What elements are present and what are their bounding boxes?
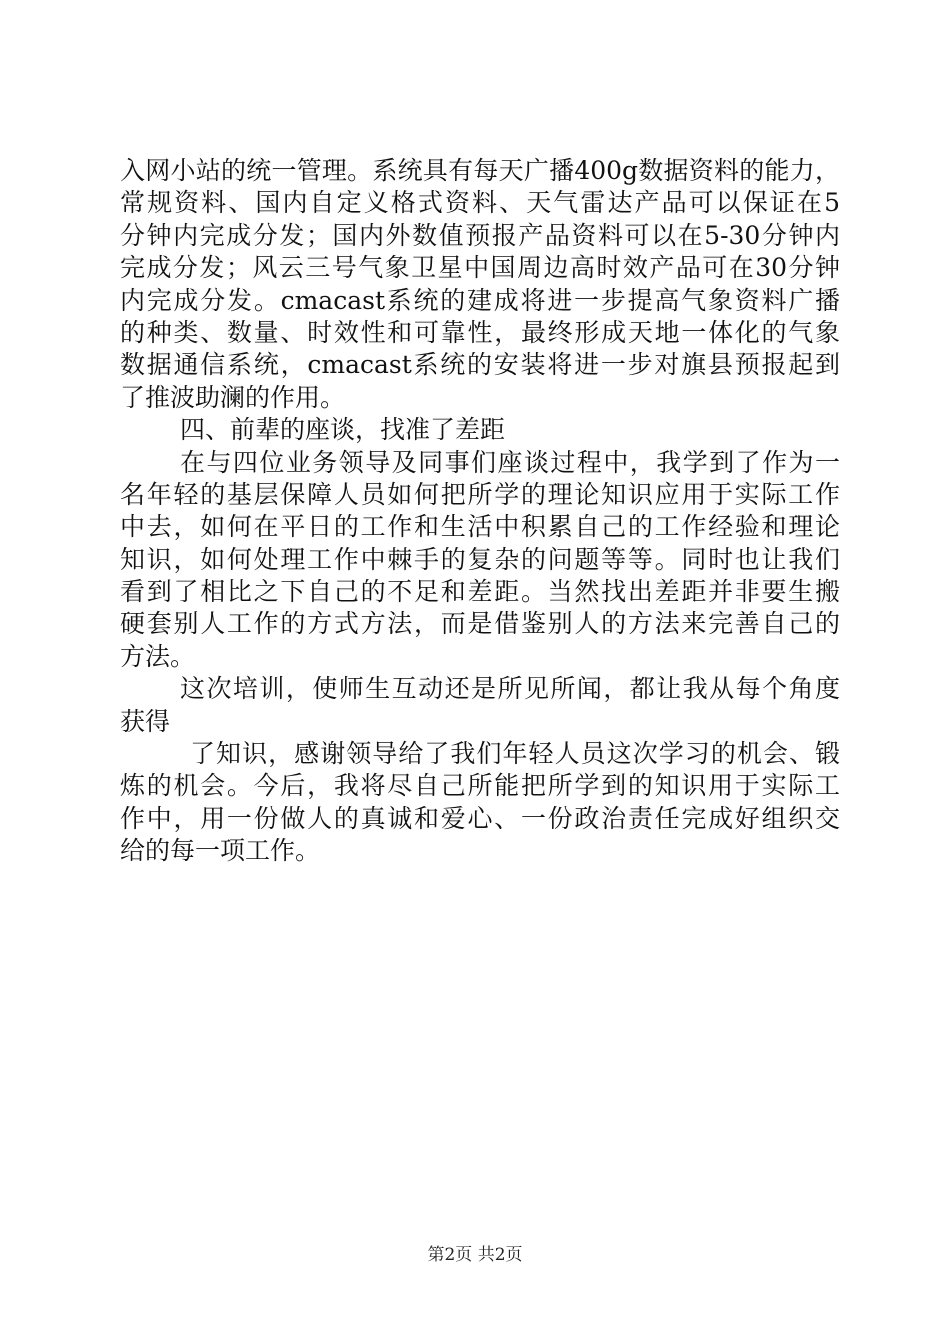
document-body bbox=[120, 155, 840, 868]
paragraph-1 bbox=[120, 155, 840, 414]
text-line: 看到了相比之下自己的不足和差距。当然找出差距并非要生搬 bbox=[120, 577, 840, 607]
text-line: 在与四位业务领导及同事们座谈过程中，我学到了作为一 bbox=[180, 447, 840, 477]
text-line: 入网小站的统一管理。系统具有每天广播400g数据资料的能力， bbox=[120, 156, 840, 185]
paragraph-2 bbox=[120, 447, 840, 674]
page-total: 共2页 bbox=[477, 1245, 523, 1265]
text-line: 知识，如何处理工作中棘手的复杂的问题等等。同时也让我们 bbox=[120, 544, 840, 574]
text-line: 数据通信系统，cmacast系统的安装将进一步对旗县预报起到 bbox=[120, 350, 840, 380]
paragraph-3 bbox=[120, 673, 840, 738]
page-footer bbox=[0, 1244, 950, 1266]
text-line: 方法。 bbox=[120, 641, 196, 671]
text-line: 常规资料、国内自定义格式资料、天气雷达产品可以保证在5 bbox=[120, 188, 840, 218]
text-line: 了推波助澜的作用。 bbox=[120, 382, 346, 412]
text-line: 给的每一项工作。 bbox=[120, 836, 321, 866]
paragraph-4 bbox=[120, 738, 840, 868]
text-line: 炼的机会。今后，我将尽自己所能把所学到的知识用于实际工 bbox=[120, 771, 840, 801]
text-line: 中去，如何在平日的工作和生活中积累自己的工作经验和理论 bbox=[120, 512, 840, 542]
text-line: 了知识，感谢领导给了我们年轻人员这次学习的机会、锻 bbox=[190, 739, 840, 769]
text-line: 作中，用一份做人的真诚和爱心、一份政治责任完成好组织交 bbox=[120, 803, 840, 833]
text-line: 这次培训，使师生互动还是所见所闻，都让我从每个角度 bbox=[180, 674, 840, 704]
section-heading bbox=[120, 414, 840, 446]
text-line: 名年轻的基层保障人员如何把所学的理论知识应用于实际工作 bbox=[120, 479, 840, 509]
page-number: 第2页 bbox=[427, 1245, 473, 1265]
heading-line: 四、前辈的座谈，找准了差距 bbox=[180, 415, 506, 445]
text-line: 完成分发；风云三号气象卫星中国周边高时效产品可在30分钟 bbox=[120, 253, 840, 283]
text-line: 的种类、数量、时效性和可靠性，最终形成天地一体化的气象 bbox=[120, 317, 840, 347]
text-line: 内完成分发。cmacast系统的建成将进一步提高气象资料广播 bbox=[120, 285, 840, 315]
text-line: 分钟内完成分发；国内外数值预报产品资料可以在5-30分钟内 bbox=[120, 220, 840, 250]
text-line: 硬套别人工作的方式方法，而是借鉴别人的方法来完善自己的 bbox=[120, 609, 840, 639]
text-line: 获得 bbox=[120, 706, 171, 736]
